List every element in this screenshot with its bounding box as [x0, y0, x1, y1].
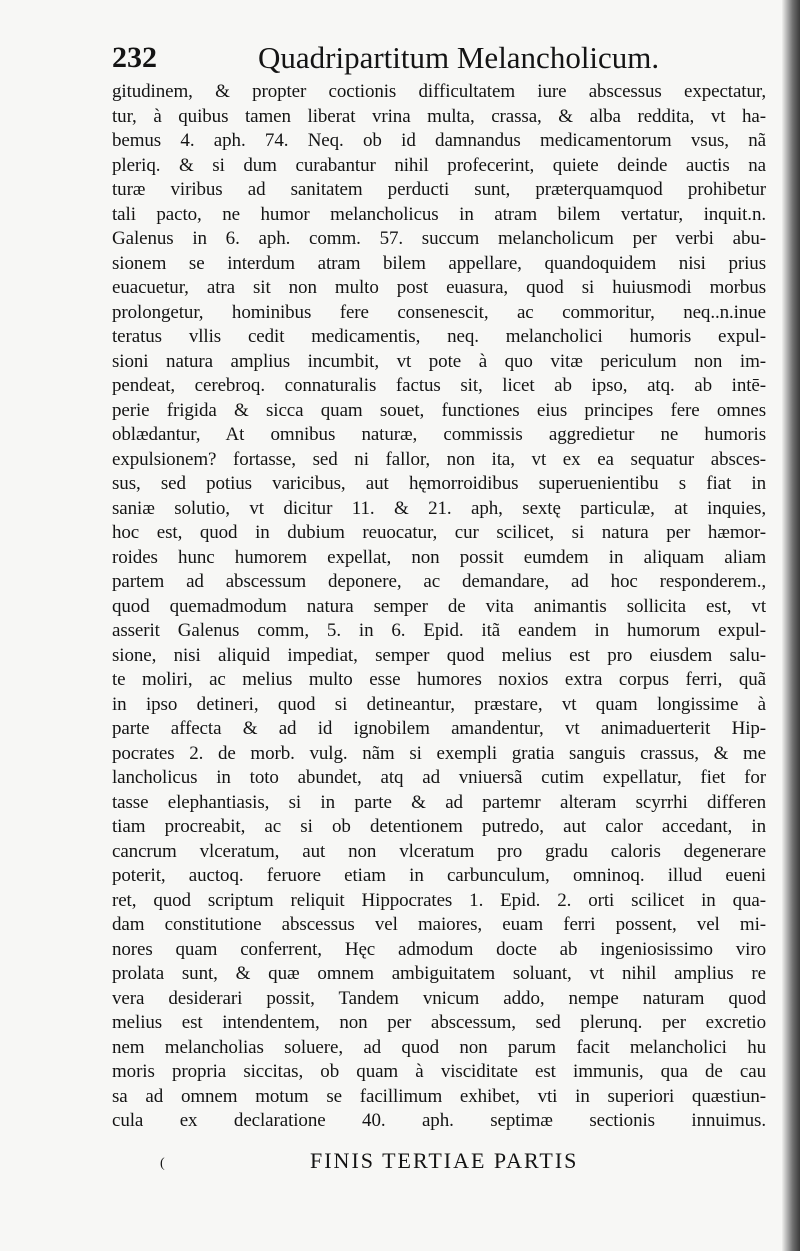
text-line: melius est intendentem, non per abscessum, sed plerunq. per excretio — [112, 1012, 766, 1033]
text-line: bemus 4. aph. 74. Neq. ob id damnandus medicamentorum vsus, nã — [112, 130, 766, 151]
page-footer — [160, 1148, 760, 1178]
text-line: asserit Galenus comm, 5. in 6. Epid. itã eandem in humorum expul- — [112, 620, 766, 641]
colophon: FINIS TERTIAE PARTIS — [310, 1148, 579, 1173]
text-line: sioni natura amplius incumbit, vt pote à quo vitæ periculum non im- — [112, 350, 766, 372]
body-text — [112, 80, 766, 1134]
text-line: prolongetur, hominibus fere consenescit, ac commoritur, neq..n.inue — [112, 301, 766, 323]
page-edge-shadow — [782, 0, 800, 1251]
text-line: oblædantur, At omnibus naturæ, commissis aggredietur ne humoris — [112, 424, 766, 445]
text-line: sionem se interdum atram bilem appellare, quandoquidem nisi prius — [112, 252, 766, 274]
running-title: Quadripartitum Melancholicum. — [258, 40, 660, 75]
text-line: moris propria siccitas, ob quam à visciditate est immunis, qua de cau — [112, 1061, 766, 1082]
text-line: hoc est, quod in dubium reuocatur, cur scilicet, si natura per hæmor- — [112, 522, 766, 543]
footer-mark: ( — [160, 1156, 165, 1171]
text-line: tasse elephantiasis, si in parte & ad partemr alteram scyrrhi differen — [112, 791, 766, 813]
text-line: perie frigida & sicca quam souet, functiones eius principes fere omnes — [112, 399, 766, 421]
text-line: nores quam conferrent, Hęc admodum docte ab ingeniosissimo viro — [112, 938, 766, 960]
text-line: te moliri, ac melius multo esse humores noxios extra corpus ferri, quã — [112, 669, 766, 690]
text-line: roides hunc humorem expellat, non possit eumdem in aliquam aliam — [112, 546, 766, 568]
text-line: quod quemadmodum natura semper de vita animantis sollicita est, vt — [112, 595, 766, 617]
text-line: prolata sunt, & quæ omnem ambiguitatem soluant, vt nihil amplius re — [112, 963, 766, 984]
text-line: sione, nisi aliquid impediat, semper quod melius est pro eiusdem salu- — [112, 644, 766, 666]
text-line: cula ex declaratione 40. aph. septimæ sectionis innuimus. — [112, 1110, 766, 1131]
text-line: teratus vllis cedit medicamentis, neq. melancholici humoris expul- — [112, 326, 766, 347]
page-header — [112, 40, 752, 76]
text-line: pocrates 2. de morb. vulg. nãm si exempli gratia sanguis crassus, & me — [112, 742, 766, 764]
text-line: Galenus in 6. aph. comm. 57. succum melancholicum per verbi abu- — [112, 228, 766, 249]
text-line: ret, quod scriptum reliquit Hippocrates 1. Epid. 2. orti scilicet in qua- — [112, 889, 766, 911]
text-line: pleriq. & si dum curabantur nihil profecerint, quiete deinde auctis na — [112, 154, 766, 176]
text-line: vera desiderari possit, Tandem vnicum addo, nempe naturam quod — [112, 987, 766, 1009]
text-line: turæ viribus ad sanitatem perducti sunt, præterquamquod prohibetur — [112, 179, 766, 200]
text-line: sus, sed potius varicibus, aut hęmorroidibus superuenientibu s fiat in — [112, 473, 766, 494]
text-line: poterit, auctoq. feruore etiam in carbunculum, omninoq. illud eueni — [112, 865, 766, 886]
text-line: lancholicus in toto abundet, atq ad vniuersã cutim expellatur, fiet for — [112, 767, 766, 788]
text-line: partem ad abscessum deponere, ac demandare, ad hoc responderem., — [112, 571, 766, 592]
text-line: saniæ solutio, vt dicitur 11. & 21. aph, sextę particulæ, at inquies, — [112, 497, 766, 519]
text-line: tiam procreabit, ac si ob detentionem putredo, aut calor accedant, in — [112, 816, 766, 837]
page-number: 232 — [112, 41, 157, 74]
text-line: expulsionem? fortasse, sed ni fallor, non ita, vt ex ea sequatur absces- — [112, 448, 766, 470]
text-line: in ipso detineri, quod si detineantur, præstare, vt quam longissime à — [112, 693, 766, 715]
text-line: tur, à quibus tamen liberat vrina multa, crassa, & alba reddita, vt ha- — [112, 105, 766, 127]
text-line: pendeat, cerebroq. connaturalis factus sit, licet ab ipso, atq. ab intē- — [112, 375, 766, 396]
text-line: euacuetur, atra sit non multo post euasura, quod si huiusmodi morbus — [112, 277, 766, 298]
text-line: gitudinem, & propter coctionis difficultatem iure abscessus expectatur, — [112, 81, 766, 102]
text-line: nem melancholias soluere, ad quod non parum facit melancholici hu — [112, 1036, 766, 1058]
text-line: cancrum vlceratum, aut non vlceratum pro gradu caloris degenerare — [112, 840, 766, 862]
text-line: tali pacto, ne humor melancholicus in atram bilem vertatur, inquit.n. — [112, 203, 766, 225]
text-line: parte affecta & ad id ignobilem amandentur, vt animaduerterit Hip- — [112, 718, 766, 739]
text-line: dam constitutione abscessus vel maiores, euam ferri possent, vel mi- — [112, 914, 766, 935]
text-line: sa ad omnem motum se facillimum exhibet, vti in superiori quæstiun- — [112, 1085, 766, 1107]
